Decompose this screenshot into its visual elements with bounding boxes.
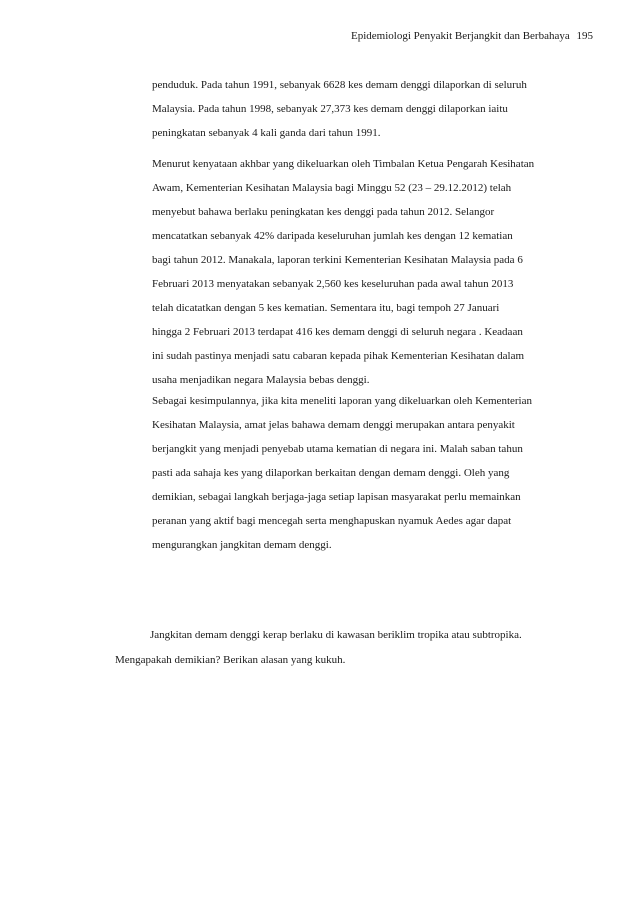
paragraph-dengue-cases-1991-1998 [152,73,592,145]
paragraph-line: Kesihatan Malaysia, amat jelas bahawa demam denggi merupakan antara penyakit [152,419,515,431]
question-line: Jangkitan demam denggi kerap berlaku di kawasan beriklim tropika atau subtropika. [150,629,522,641]
paragraph-line: Awam, Kementerian Kesihatan Malaysia bagi Minggu 52 (23 – 29.12.2012) telah [152,182,512,194]
discussion-question [115,623,595,673]
paragraph-line: demikian, sebagai langkah berjaga-jaga setiap lapisan masyarakat perlu memainkan [152,491,521,503]
paragraph-line: Menurut kenyataan akhbar yang dikeluarkan oleh Timbalan Ketua Pengarah Kesihatan [152,158,535,170]
running-header [351,30,593,42]
paragraph-line: hingga 2 Februari 2013 terdapat 416 kes demam denggi di seluruh negara . Keadaan [152,326,523,338]
page-number: 195 [576,30,593,42]
paragraph-line: mencatatkan sebanyak 42% daripada keseluruhan jumlah kes dengan 12 kematian [152,230,513,242]
paragraph-line: mengurangkan jangkitan demam denggi. [152,539,332,551]
paragraph-line: ini sudah pastinya menjadi satu cabaran kepada pihak Kementerian Kesihatan dalam [152,350,525,362]
paragraph-line: menyebut bahawa berlaku peningkatan kes denggi pada tahun 2012. Selangor [152,206,495,218]
running-header-title: Epidemiologi Penyakit Berjangkit dan Berbahaya [351,30,570,42]
paragraph-line: telah dicatatkan dengan 5 kes kematian. Sementara itu, bagi tempoh 27 Januari [152,302,500,314]
paragraph-line: berjangkit yang menjadi penyebab utama kematian di negara ini. Malah saban tahun [152,443,523,455]
paragraph-line: usaha menjadikan negara Malaysia bebas denggi. [152,374,370,386]
paragraph-line: bagi tahun 2012. Manakala, laporan terkini Kementerian Kesihatan Malaysia pada 6 [152,254,523,266]
paragraph-line: peranan yang aktif bagi mencegah serta menghapuskan nyamuk Aedes agar dapat [152,515,512,527]
paragraph-press-statement [152,152,592,392]
paragraph-line: Februari 2013 menyatakan sebanyak 2,560 kes keseluruhan pada awal tahun 2013 [152,278,514,290]
paragraph-line: Malaysia. Pada tahun 1998, sebanyak 27,373 kes demam denggi dilaporkan iaitu [152,103,508,115]
paragraph-conclusion [152,389,592,557]
paragraph-line: penduduk. Pada tahun 1991, sebanyak 6628 kes demam denggi dilaporkan di seluruh [152,79,527,91]
paragraph-line: Sebagai kesimpulannya, jika kita meneliti laporan yang dikeluarkan oleh Kementerian [152,395,532,407]
paragraph-line: peningkatan sebanyak 4 kali ganda dari tahun 1991. [152,127,381,139]
question-line: Mengapakah demikian? Berikan alasan yang kukuh. [115,654,346,666]
paragraph-line: pasti ada sahaja kes yang dilaporkan berkaitan dengan demam denggi. Oleh yang [152,467,510,479]
